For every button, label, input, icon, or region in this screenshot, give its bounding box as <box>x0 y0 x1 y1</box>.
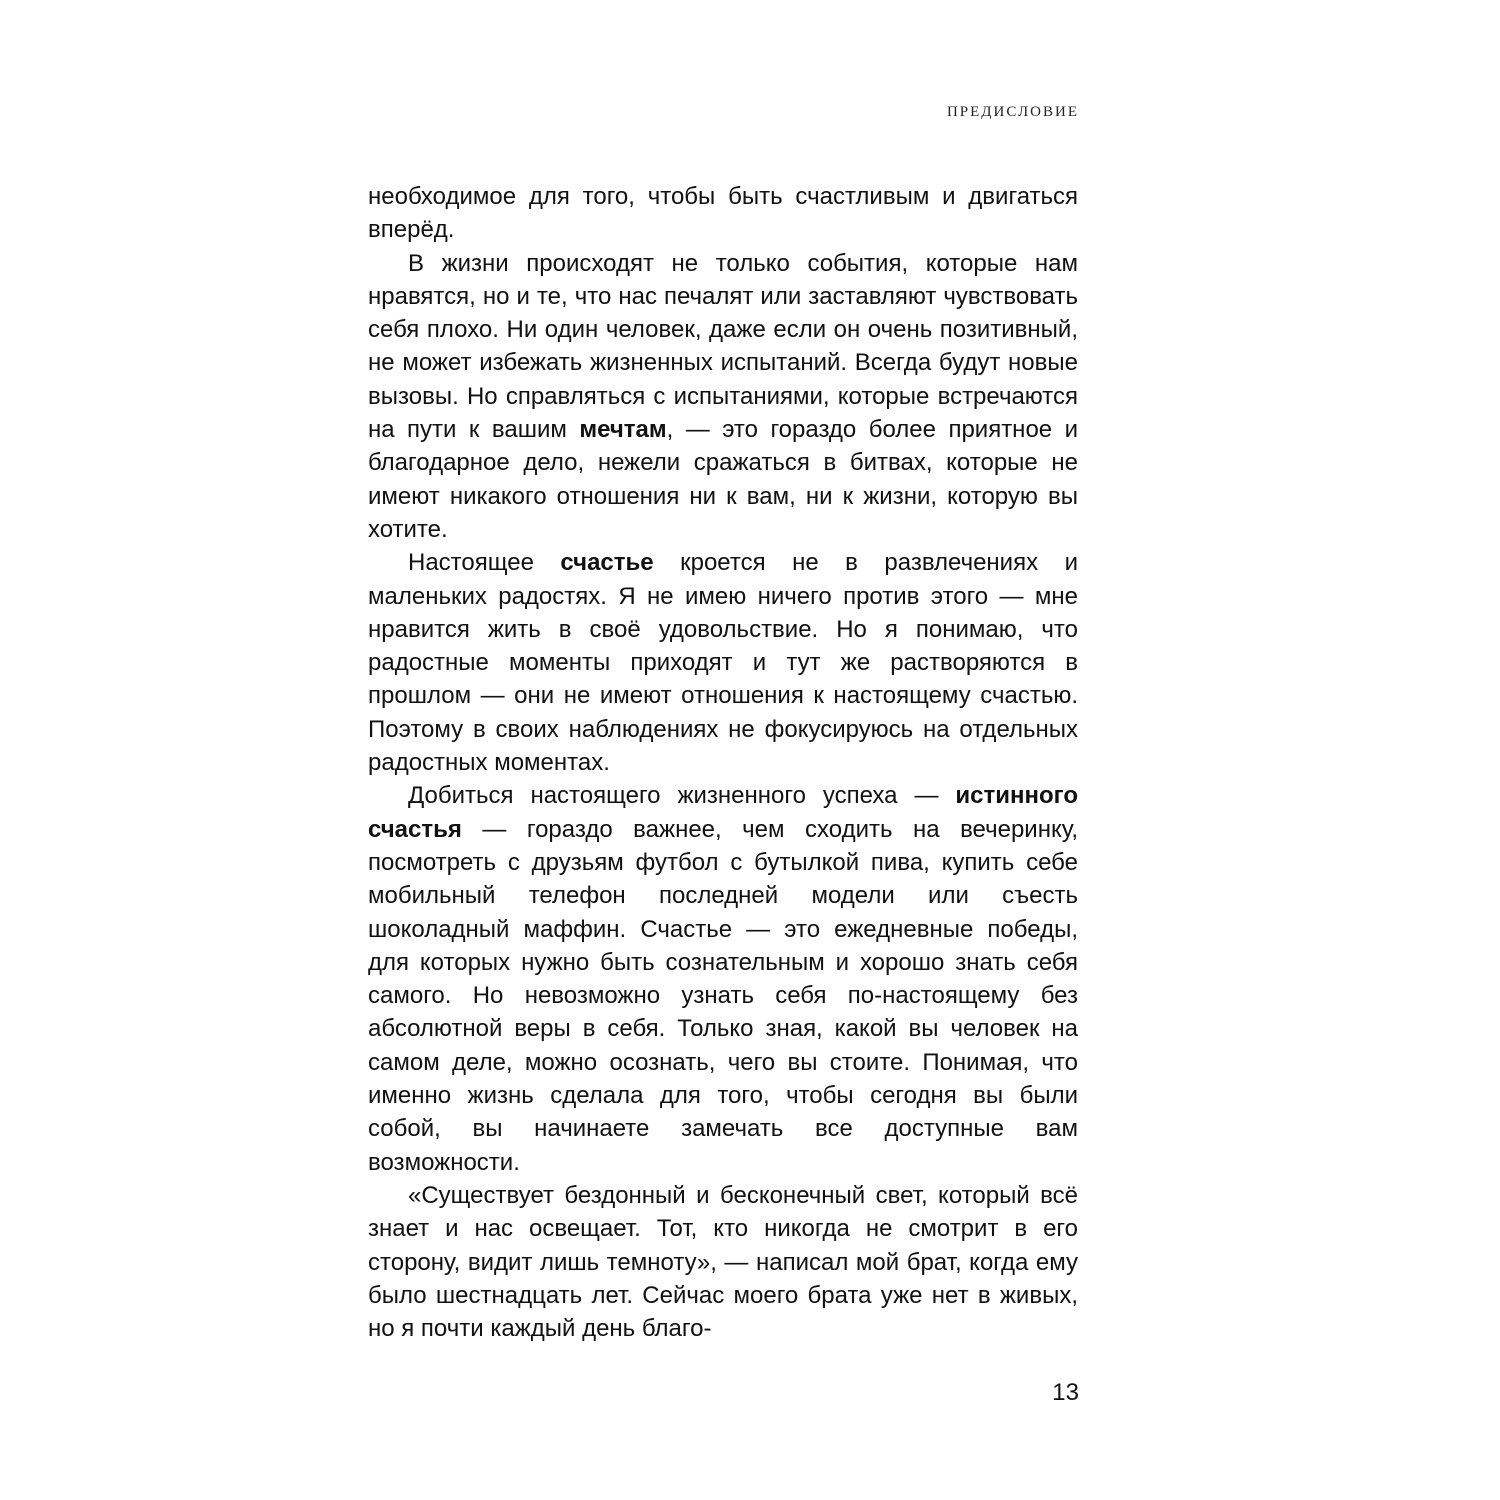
running-head: ПРЕДИСЛОВИЕ <box>946 104 1079 120</box>
paragraph-text: необходимое для того, чтобы быть счастливым и двигаться вперёд. <box>368 183 1078 244</box>
body-text <box>368 180 1078 1345</box>
body-paragraph <box>368 779 1078 1179</box>
body-paragraph <box>368 247 1078 547</box>
body-paragraph <box>368 1179 1078 1345</box>
emphasis-text: мечтам <box>579 416 667 444</box>
page-number: 13 <box>1052 1379 1079 1406</box>
paragraph-text: «Существует бездонный и бесконечный свет, который всё знает и нас освещает. Тот, кто никогда не смотрит в его сторону, видит лишь темноту», — написал мой брат, когда ему было шестнадцать лет. Сейчас моего брата уже нет в живых, но я почти каждый день благо- <box>368 1181 1078 1343</box>
paragraph-text: , — это гораздо более приятное и благодарное дело, нежели сражаться в битвах, которые не имеют никакого отношения ни к вам, ни к жизни, которую вы хотите. <box>368 416 1078 543</box>
body-paragraph <box>368 180 1078 247</box>
emphasis-text: истинного счастья <box>368 782 1078 843</box>
emphasis-text: счастье <box>560 549 654 577</box>
body-paragraph <box>368 546 1078 779</box>
paragraph-text: — гораздо важнее, чем сходить на вечеринку, посмотреть с друзьям футбол с бутылкой пива, купить себе мобильный телефон последней модели или съесть шоколадный маффин. Счастье — это ежедневные победы, для которых нужно быть сознательным и хорошо знать себя самого. Но невозможно узнать себя по-настоящему без абсолютной веры в себя. Только зная, какой вы человек на самом деле, можно осознать, чего вы стоите. Понимая, что именно жизнь сделала для того, чтобы сегодня вы были собой, вы начинаете замечать все доступные вам возможности. <box>368 815 1078 1176</box>
paragraph-text: В жизни происходят не только события, которые нам нравятся, но и те, что нас печалят или заставляют чувствовать себя плохо. Ни один человек, даже если он очень позитивный, не может избежать жизненных испытаний. Всегда будут новые вызовы. Но справляться с испытаниями, которые встречаются на пути к вашим <box>368 249 1078 444</box>
paragraph-text: кроется не в развлечениях и маленьких радостях. Я не имею ничего против этого — мне нравится жить в своё удовольствие. Но я понимаю, что радостные моменты приходят и тут же растворяются в прошлом — они не имеют отношения к настоящему счастью. Поэтому в своих наблюдениях не фокусируюсь на отдельных радостных моментах. <box>368 549 1078 777</box>
paragraph-text: Настоящее <box>408 549 561 577</box>
paragraph-text: Добиться настоящего жизненного успеха — <box>408 782 956 810</box>
